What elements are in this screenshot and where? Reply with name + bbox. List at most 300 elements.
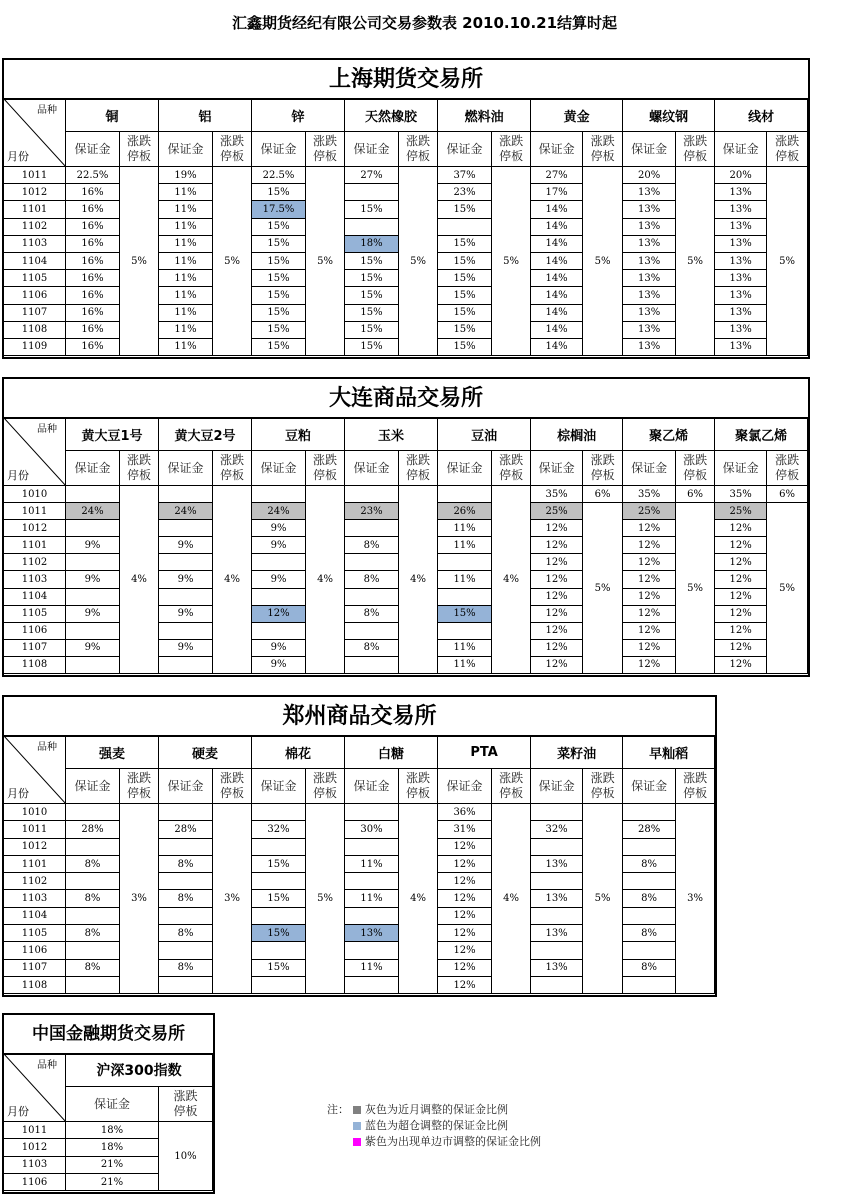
parameter-table (3, 1053, 213, 1191)
margin-cell: 11% (159, 270, 213, 287)
margin-cell: 11% (438, 639, 492, 656)
margin-cell (531, 976, 583, 993)
limit-header-line: 停板 (775, 468, 800, 482)
margin-cell: 9% (159, 537, 213, 554)
limit-cell: 4% (399, 804, 438, 994)
margin-cell: 16% (66, 184, 120, 201)
margin-cell (159, 838, 213, 855)
limit-header-line: 涨跌 (406, 453, 431, 467)
margin-cell (66, 976, 120, 993)
margin-cell: 27% (345, 167, 399, 184)
margin-cell: 23% (438, 184, 492, 201)
margin-cell: 13% (715, 184, 767, 201)
month-cell: 1102 (4, 873, 66, 890)
limit-header-line: 涨跌 (220, 453, 245, 467)
margin-cell (252, 976, 306, 993)
margin-header: 保证金 (159, 451, 213, 486)
corner-product-label: 品种 (37, 1060, 57, 1071)
limit-header (120, 451, 159, 486)
limit-header (492, 132, 531, 167)
margin-cell (438, 554, 492, 571)
limit-header-line: 停板 (220, 786, 245, 800)
margin-cell: 15% (345, 201, 399, 218)
legend-gray-text: 灰色为近月调整的保证金比例 (365, 1103, 508, 1116)
margin-cell (159, 520, 213, 537)
margin-cell: 13% (531, 925, 583, 942)
month-cell: 1012 (4, 520, 66, 537)
margin-cell: 12% (623, 537, 676, 554)
product-header: 早籼稻 (623, 736, 715, 769)
margin-cell: 13% (531, 855, 583, 872)
month-cell: 1010 (4, 486, 66, 503)
margin-cell (345, 838, 399, 855)
legend-row-gray (327, 1102, 541, 1118)
limit-header (399, 132, 438, 167)
limit-header-line: 停板 (127, 468, 152, 482)
margin-cell: 15% (438, 201, 492, 218)
table-row (4, 804, 715, 821)
margin-header: 保证金 (715, 132, 767, 167)
month-cell: 1105 (4, 605, 66, 622)
margin-cell: 25% (715, 503, 767, 520)
margin-cell: 11% (159, 235, 213, 252)
margin-cell (66, 486, 120, 503)
corner-header (4, 1054, 66, 1122)
margin-cell: 16% (66, 287, 120, 304)
limit-header-line: 停板 (127, 786, 152, 800)
limit-cell: 6% (767, 486, 808, 503)
product-header: 硬麦 (159, 736, 252, 769)
limit-header-line: 涨跌 (775, 134, 800, 148)
month-cell: 1102 (4, 218, 66, 235)
margin-cell: 36% (438, 804, 492, 821)
limit-header-line: 停板 (683, 149, 708, 163)
margin-cell: 15% (438, 321, 492, 338)
margin-cell (159, 486, 213, 503)
limit-header-line: 停板 (590, 786, 615, 800)
margin-cell (345, 184, 399, 201)
margin-cell: 15% (345, 287, 399, 304)
margin-cell (345, 520, 399, 537)
limit-header-line: 涨跌 (590, 771, 615, 785)
margin-cell: 14% (531, 252, 583, 269)
limit-header-line: 停板 (173, 1104, 198, 1118)
limit-cell: 3% (213, 804, 252, 994)
margin-cell: 13% (623, 252, 676, 269)
margin-header: 保证金 (438, 132, 492, 167)
margin-cell (252, 838, 306, 855)
margin-cell (531, 873, 583, 890)
margin-header: 保证金 (438, 451, 492, 486)
margin-cell: 15% (345, 252, 399, 269)
product-header: 聚氯乙烯 (715, 418, 808, 451)
margin-cell: 12% (438, 907, 492, 924)
limit-header (583, 451, 623, 486)
margin-cell (159, 656, 213, 673)
margin-cell (159, 873, 213, 890)
margin-cell: 32% (531, 821, 583, 838)
margin-cell: 21% (66, 1156, 159, 1173)
product-header: 沪深300指数 (66, 1054, 213, 1087)
margin-cell: 13% (623, 338, 676, 355)
margin-cell: 15% (438, 304, 492, 321)
margin-cell (345, 588, 399, 605)
legend-blue-text: 蓝色为超仓调整的保证金比例 (365, 1119, 508, 1132)
product-header: 锌 (252, 99, 345, 132)
margin-cell (531, 942, 583, 959)
margin-cell: 8% (66, 925, 120, 942)
margin-cell: 15% (345, 270, 399, 287)
margin-cell: 15% (438, 287, 492, 304)
margin-cell: 11% (159, 304, 213, 321)
limit-header-line: 涨跌 (127, 453, 152, 467)
margin-cell: 13% (531, 959, 583, 976)
margin-cell (345, 873, 399, 890)
margin-cell: 15% (438, 252, 492, 269)
limit-cell: 4% (492, 486, 531, 674)
margin-cell (66, 942, 120, 959)
product-header: 白糖 (345, 736, 438, 769)
margin-cell: 35% (531, 486, 583, 503)
blue-square-icon (353, 1122, 361, 1130)
product-header: 玉米 (345, 418, 438, 451)
month-cell: 1012 (4, 838, 66, 855)
margin-cell (252, 554, 306, 571)
margin-cell: 9% (159, 571, 213, 588)
margin-cell: 18% (66, 1139, 159, 1156)
margin-cell: 15% (252, 338, 306, 355)
exchange-frame (2, 695, 717, 997)
margin-cell: 15% (345, 304, 399, 321)
corner-month-label: 月份 (7, 469, 29, 482)
month-cell: 1104 (4, 588, 66, 605)
margin-cell: 12% (531, 622, 583, 639)
margin-cell: 18% (66, 1122, 159, 1139)
margin-cell (531, 907, 583, 924)
margin-cell: 12% (438, 976, 492, 993)
margin-cell: 13% (715, 218, 767, 235)
margin-cell: 15% (252, 218, 306, 235)
margin-cell: 11% (438, 520, 492, 537)
margin-cell: 27% (531, 167, 583, 184)
margin-cell (252, 942, 306, 959)
product-header: 豆粕 (252, 418, 345, 451)
corner-month-label: 月份 (7, 150, 29, 163)
margin-cell: 12% (438, 942, 492, 959)
margin-cell: 15% (438, 338, 492, 355)
limit-header-line: 涨跌 (127, 771, 152, 785)
margin-cell (623, 873, 676, 890)
margin-cell: 13% (623, 201, 676, 218)
margin-cell: 12% (623, 656, 676, 673)
margin-cell: 13% (715, 201, 767, 218)
margin-cell: 13% (623, 218, 676, 235)
product-header: 螺纹钢 (623, 99, 715, 132)
limit-header (492, 769, 531, 804)
limit-cell: 4% (213, 486, 252, 674)
limit-header (306, 451, 345, 486)
margin-cell: 11% (345, 855, 399, 872)
margin-cell (623, 942, 676, 959)
margin-cell: 14% (531, 218, 583, 235)
margin-cell (252, 873, 306, 890)
margin-cell: 28% (623, 821, 676, 838)
limit-header (676, 769, 715, 804)
margin-cell: 12% (531, 656, 583, 673)
margin-header: 保证金 (531, 769, 583, 804)
month-cell: 1011 (4, 821, 66, 838)
margin-cell: 11% (438, 656, 492, 673)
limit-header-line: 停板 (590, 468, 615, 482)
limit-cell: 5% (213, 167, 252, 356)
exchange-name: 郑州商品交易所 (4, 697, 715, 737)
margin-header: 保证金 (66, 1087, 159, 1122)
margin-cell: 12% (531, 554, 583, 571)
margin-cell: 12% (531, 520, 583, 537)
exchange-name: 大连商品交易所 (4, 379, 808, 419)
month-cell: 1106 (4, 287, 66, 304)
margin-cell: 9% (252, 571, 306, 588)
margin-cell: 15% (252, 304, 306, 321)
month-cell: 1101 (4, 855, 66, 872)
margin-header: 保证金 (345, 769, 399, 804)
margin-cell: 8% (159, 890, 213, 907)
month-cell: 1108 (4, 656, 66, 673)
limit-header (213, 451, 252, 486)
margin-cell: 15% (252, 925, 306, 942)
product-header: 燃料油 (438, 99, 531, 132)
margin-cell: 15% (438, 270, 492, 287)
margin-cell: 12% (623, 588, 676, 605)
exchange-dce (2, 377, 810, 677)
month-cell: 1104 (4, 907, 66, 924)
margin-cell: 16% (66, 201, 120, 218)
margin-header: 保证金 (623, 451, 676, 486)
margin-cell: 14% (531, 338, 583, 355)
limit-header-line: 涨跌 (220, 134, 245, 148)
margin-cell: 19% (159, 167, 213, 184)
margin-cell: 8% (623, 925, 676, 942)
month-cell: 1107 (4, 304, 66, 321)
corner-header (4, 736, 66, 804)
margin-cell: 12% (623, 571, 676, 588)
limit-header-line: 停板 (220, 149, 245, 163)
margin-cell: 8% (345, 537, 399, 554)
limit-header-line: 涨跌 (499, 134, 524, 148)
month-cell: 1010 (4, 804, 66, 821)
margin-cell: 16% (66, 252, 120, 269)
margin-cell: 32% (252, 821, 306, 838)
limit-header-line: 停板 (313, 149, 338, 163)
product-header: 豆油 (438, 418, 531, 451)
legend-row-blue (327, 1118, 541, 1134)
margin-header: 保证金 (159, 769, 213, 804)
margin-cell (66, 622, 120, 639)
product-header: 聚乙烯 (623, 418, 715, 451)
margin-cell: 15% (252, 252, 306, 269)
margin-cell: 15% (252, 959, 306, 976)
margin-cell (531, 838, 583, 855)
margin-cell: 28% (66, 821, 120, 838)
margin-cell: 12% (438, 925, 492, 942)
margin-cell: 14% (531, 287, 583, 304)
margin-cell: 14% (531, 304, 583, 321)
table-row (4, 1122, 213, 1139)
margin-cell: 9% (252, 537, 306, 554)
margin-cell: 12% (531, 639, 583, 656)
corner-month-label: 月份 (7, 787, 29, 800)
month-cell: 1012 (4, 1139, 66, 1156)
product-header: 菜籽油 (531, 736, 623, 769)
margin-cell: 13% (623, 235, 676, 252)
limit-header (159, 1087, 213, 1122)
margin-cell (66, 656, 120, 673)
margin-cell: 12% (623, 520, 676, 537)
margin-cell: 16% (66, 338, 120, 355)
month-cell: 1101 (4, 201, 66, 218)
month-cell: 1103 (4, 571, 66, 588)
margin-cell: 8% (345, 639, 399, 656)
margin-cell (345, 656, 399, 673)
limit-cell: 5% (306, 804, 345, 994)
limit-header-line: 停板 (127, 149, 152, 163)
limit-header (492, 451, 531, 486)
limit-header-line: 停板 (590, 149, 615, 163)
margin-cell: 15% (252, 235, 306, 252)
margin-cell (159, 907, 213, 924)
margin-header: 保证金 (159, 132, 213, 167)
margin-cell: 24% (159, 503, 213, 520)
limit-cell: 5% (583, 167, 623, 356)
limit-header-line: 停板 (406, 149, 431, 163)
margin-cell: 15% (252, 270, 306, 287)
margin-cell: 8% (159, 959, 213, 976)
margin-cell: 13% (623, 287, 676, 304)
limit-header-line: 停板 (499, 468, 524, 482)
margin-cell: 12% (715, 639, 767, 656)
legend (327, 1102, 541, 1150)
margin-cell: 25% (623, 503, 676, 520)
margin-cell (252, 486, 306, 503)
limit-header (767, 132, 808, 167)
margin-cell (66, 554, 120, 571)
month-cell: 1101 (4, 537, 66, 554)
month-cell: 1012 (4, 184, 66, 201)
margin-cell: 22.5% (252, 167, 306, 184)
parameter-table (3, 98, 808, 356)
margin-cell: 13% (715, 235, 767, 252)
margin-cell: 16% (66, 235, 120, 252)
margin-cell: 12% (715, 554, 767, 571)
margin-cell (438, 218, 492, 235)
exchange-czce (2, 695, 717, 997)
margin-cell (345, 218, 399, 235)
limit-header-line: 停板 (406, 468, 431, 482)
margin-cell: 26% (438, 503, 492, 520)
margin-cell: 12% (623, 605, 676, 622)
margin-cell: 8% (623, 890, 676, 907)
purple-square-icon (353, 1138, 361, 1146)
margin-cell: 8% (66, 890, 120, 907)
month-cell: 1105 (4, 270, 66, 287)
margin-cell (159, 976, 213, 993)
limit-header-line: 涨跌 (220, 771, 245, 785)
limit-header-line: 涨跌 (499, 771, 524, 785)
corner-header (4, 418, 66, 486)
margin-cell: 24% (66, 503, 120, 520)
margin-cell: 12% (715, 605, 767, 622)
margin-cell (345, 622, 399, 639)
margin-cell: 11% (438, 571, 492, 588)
corner-month-label: 月份 (7, 1105, 29, 1118)
limit-header-line: 停板 (499, 149, 524, 163)
exchange-name: 上海期货交易所 (4, 60, 808, 100)
margin-cell (252, 804, 306, 821)
margin-cell: 12% (438, 855, 492, 872)
limit-cell: 5% (306, 167, 345, 356)
margin-cell: 8% (159, 855, 213, 872)
month-cell: 1106 (4, 942, 66, 959)
limit-cell: 4% (120, 486, 159, 674)
margin-cell: 8% (66, 959, 120, 976)
limit-header (676, 451, 715, 486)
margin-cell (252, 907, 306, 924)
limit-header-line: 涨跌 (775, 453, 800, 467)
margin-cell: 12% (252, 605, 306, 622)
margin-cell: 13% (715, 321, 767, 338)
limit-header-line: 停板 (775, 149, 800, 163)
product-header: 黄大豆2号 (159, 418, 252, 451)
margin-cell (623, 838, 676, 855)
margin-header: 保证金 (345, 451, 399, 486)
exchange-frame (2, 58, 810, 359)
margin-cell: 8% (623, 855, 676, 872)
limit-header (120, 769, 159, 804)
limit-header-line: 涨跌 (406, 134, 431, 148)
limit-header-line: 涨跌 (406, 771, 431, 785)
limit-cell: 5% (767, 167, 808, 356)
margin-cell: 25% (531, 503, 583, 520)
margin-cell: 11% (345, 959, 399, 976)
margin-cell: 8% (623, 959, 676, 976)
margin-cell: 31% (438, 821, 492, 838)
margin-header: 保证金 (345, 132, 399, 167)
limit-header (399, 451, 438, 486)
margin-cell: 12% (531, 571, 583, 588)
margin-header: 保证金 (623, 132, 676, 167)
limit-header-line: 涨跌 (683, 134, 708, 148)
margin-cell: 12% (623, 639, 676, 656)
margin-cell (159, 554, 213, 571)
exchange-frame (2, 377, 810, 677)
margin-cell: 14% (531, 201, 583, 218)
margin-cell (438, 588, 492, 605)
margin-cell (345, 907, 399, 924)
margin-cell: 12% (715, 571, 767, 588)
limit-header-line: 停板 (499, 786, 524, 800)
limit-cell: 10% (159, 1122, 213, 1191)
margin-cell: 11% (345, 890, 399, 907)
exchange-frame (2, 1013, 215, 1194)
margin-cell: 16% (66, 321, 120, 338)
limit-cell: 4% (399, 486, 438, 674)
margin-cell: 20% (623, 167, 676, 184)
margin-cell: 11% (159, 287, 213, 304)
margin-cell: 12% (438, 873, 492, 890)
margin-cell: 12% (715, 588, 767, 605)
margin-cell: 35% (715, 486, 767, 503)
limit-cell: 5% (676, 167, 715, 356)
